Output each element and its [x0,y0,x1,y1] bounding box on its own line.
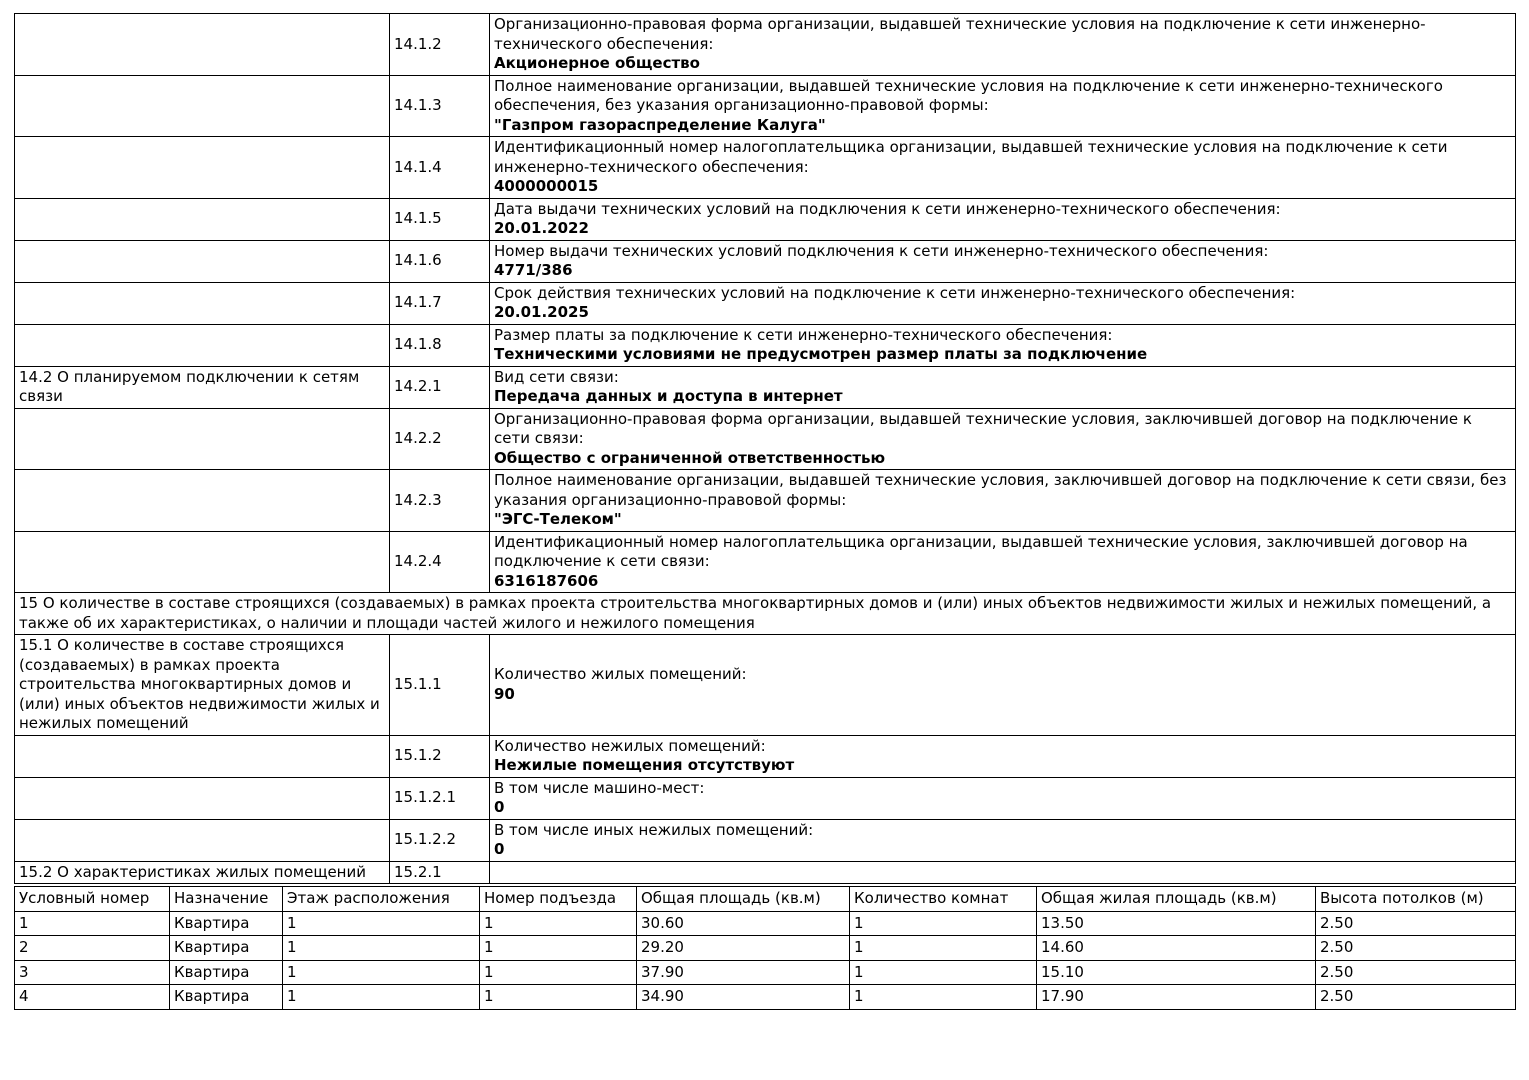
content-cell [490,137,1516,199]
apartment-purpose: Квартира [170,985,283,1010]
content-cell-empty [490,861,1516,884]
section-cell [15,282,390,324]
content-cell [490,75,1516,137]
code-cell: 15.1.2.2 [390,819,490,861]
section-cell [15,324,390,366]
table-row [15,324,1516,366]
table-row [15,240,1516,282]
item-label: Размер платы за подключение к сети инженерно-технического обеспечения: [494,325,1113,344]
column-header-purpose: Назначение [170,887,283,912]
table-row [15,137,1516,199]
section-cell [15,14,390,76]
item-value: 4771/386 [494,261,573,279]
section-cell-15-1: 15.1 О количестве в составе строящихся (создаваемых) в рамках проекта строительства многоквартирных домов и (или) иных объектов недвижимости жилых и нежилых помещений [15,635,390,736]
item-value: 6316187606 [494,571,599,590]
column-header-entrance: Номер подъезда [480,887,637,912]
apartment-rooms: 1 [850,936,1037,961]
section-cell [15,137,390,199]
table-row [15,819,1516,861]
apartment-ceiling-height: 2.50 [1316,911,1516,936]
code-cell: 15.2.1 [390,861,490,884]
apartments-header-row [15,887,1516,912]
code-cell: 14.1.4 [390,137,490,199]
section-cell [15,75,390,137]
apartment-living-area: 15.10 [1037,960,1316,985]
item-label: Номер выдачи технических условий подключения к сети инженерно-технического обеспечения: [494,241,1269,260]
item-label: В том числе иных нежилых помещений: [494,820,814,839]
code-cell: 14.2.4 [390,531,490,593]
apartment-living-area: 14.60 [1037,936,1316,961]
item-value: 20.01.2022 [494,219,589,237]
apartment-row [15,985,1516,1010]
apartment-ceiling-height: 2.50 [1316,936,1516,961]
table-row [15,198,1516,240]
item-label: Организационно-правовая форма организации, выдавшей технические условия на подключение к сети инженерно-технического обеспечения: [494,15,1426,53]
item-value: Акционерное общество [494,54,700,72]
item-label: Полное наименование организации, выдавшей технические условия, заключившей договор на подключение к сети связи, без указания организационно-правовой формы: [494,471,1507,509]
apartment-entrance: 1 [480,985,637,1010]
apartment-floor: 1 [283,960,480,985]
section-cell [15,408,390,470]
content-cell [490,366,1516,408]
column-header-living-area: Общая жилая площадь (кв.м) [1037,887,1316,912]
content-cell [490,282,1516,324]
column-header-ceiling-height: Высота потолков (м) [1316,887,1516,912]
item-label: Вид сети связи: [494,367,619,386]
table-row [15,282,1516,324]
code-cell: 14.2.3 [390,470,490,532]
apartment-number: 4 [15,985,170,1010]
apartment-purpose: Квартира [170,960,283,985]
table-row [15,735,1516,777]
section-cell [15,735,390,777]
apartment-purpose: Квартира [170,911,283,936]
code-cell: 14.1.6 [390,240,490,282]
table-row [15,593,1516,635]
section-cell [15,470,390,532]
item-value: 0 [494,798,505,816]
item-label: Дата выдачи технических условий на подключения к сети инженерно-технического обеспечения: [494,199,1281,218]
item-value: "ЭГС-Телеком" [494,510,622,528]
apartment-entrance: 1 [480,960,637,985]
content-cell [490,14,1516,76]
code-cell: 14.2.1 [390,366,490,408]
item-value: Передача данных и доступа в интернет [494,387,843,405]
code-cell: 14.1.3 [390,75,490,137]
code-cell: 14.1.2 [390,14,490,76]
apartment-rooms: 1 [850,911,1037,936]
item-value: Техническими условиями не предусмотрен размер платы за подключение [494,345,1148,363]
item-label: Количество нежилых помещений: [494,736,766,755]
apartment-ceiling-height: 2.50 [1316,960,1516,985]
item-label: Организационно-правовая форма организации, выдавшей технические условия, заключившей договор на подключение к сети связи: [494,409,1472,447]
content-cell [490,470,1516,532]
apartment-floor: 1 [283,911,480,936]
code-cell: 14.1.5 [390,198,490,240]
code-cell: 15.1.1 [390,635,490,736]
item-label: Количество жилых помещений: [494,665,747,684]
code-cell: 14.1.8 [390,324,490,366]
table-row [15,861,1516,884]
section-cell-15-2: 15.2 О характеристиках жилых помещений [15,861,390,884]
code-cell: 14.2.2 [390,408,490,470]
content-cell [490,735,1516,777]
section-cell [15,819,390,861]
apartment-number: 1 [15,911,170,936]
apartment-floor: 1 [283,985,480,1010]
section-15-header: 15 О количестве в составе строящихся (создаваемых) в рамках проекта строительства многоквартирных домов и (или) иных объектов недвижимости жилых и нежилых помещений, а также об их характеристиках, о наличии и площади частей жилого и нежилого помещения [15,593,1516,635]
content-cell [490,240,1516,282]
content-cell [490,531,1516,593]
item-value: "Газпром газораспределение Калуга" [494,115,826,134]
content-cell [490,635,1516,736]
table-row [15,75,1516,137]
apartment-living-area: 13.50 [1037,911,1316,936]
apartment-number: 3 [15,960,170,985]
section-cell [15,531,390,593]
table-row [15,14,1516,76]
item-label: Идентификационный номер налогоплательщика организации, выдавшей технические условия, заключившей договор на подключение к сети связи: [494,532,1468,570]
item-value: Нежилые помещения отсутствуют [494,756,795,774]
apartments-table [14,886,1516,1010]
table-row [15,777,1516,819]
item-label: В том числе машино-мест: [494,778,705,797]
content-cell [490,819,1516,861]
apartment-number: 2 [15,936,170,961]
table-row [15,366,1516,408]
section-cell [15,198,390,240]
apartment-entrance: 1 [480,936,637,961]
section-cell-14-2: 14.2 О планируемом подключении к сетям связи [15,366,390,408]
apartment-row [15,936,1516,961]
column-header-unit-number: Условный номер [15,887,170,912]
apartment-ceiling-height: 2.50 [1316,985,1516,1010]
item-value: 4000000015 [494,177,599,195]
apartment-floor: 1 [283,936,480,961]
item-value: 90 [494,684,515,703]
item-value: 20.01.2025 [494,303,589,321]
column-header-rooms: Количество комнат [850,887,1037,912]
column-header-floor: Этаж расположения [283,887,480,912]
declaration-table [14,13,1516,884]
code-cell: 15.1.2.1 [390,777,490,819]
table-row [15,470,1516,532]
apartment-total-area: 37.90 [637,960,850,985]
apartment-total-area: 29.20 [637,936,850,961]
apartment-rooms: 1 [850,960,1037,985]
item-value: 0 [494,840,505,858]
apartment-row [15,911,1516,936]
table-row [15,408,1516,470]
apartment-total-area: 34.90 [637,985,850,1010]
apartment-purpose: Квартира [170,936,283,961]
content-cell [490,324,1516,366]
content-cell [490,198,1516,240]
content-cell [490,777,1516,819]
section-cell [15,240,390,282]
item-value: Общество с ограниченной ответственностью [494,448,886,467]
table-row [15,635,1516,736]
code-cell: 14.1.7 [390,282,490,324]
column-header-total-area: Общая площадь (кв.м) [637,887,850,912]
apartment-rooms: 1 [850,985,1037,1010]
code-cell: 15.1.2 [390,735,490,777]
table-row [15,531,1516,593]
apartment-total-area: 30.60 [637,911,850,936]
section-cell [15,777,390,819]
content-cell [490,408,1516,470]
apartment-living-area: 17.90 [1037,985,1316,1010]
item-label: Срок действия технических условий на подключение к сети инженерно-технического обеспечения: [494,283,1296,302]
apartment-row [15,960,1516,985]
apartment-entrance: 1 [480,911,637,936]
item-label: Полное наименование организации, выдавшей технические условия на подключение к сети инженерно-технического обеспечения, без указания организационно-правовой формы: [494,76,1443,114]
item-label: Идентификационный номер налогоплательщика организации, выдавшей технические условия на подключение к сети инженерно-технического обеспечения: [494,138,1448,176]
